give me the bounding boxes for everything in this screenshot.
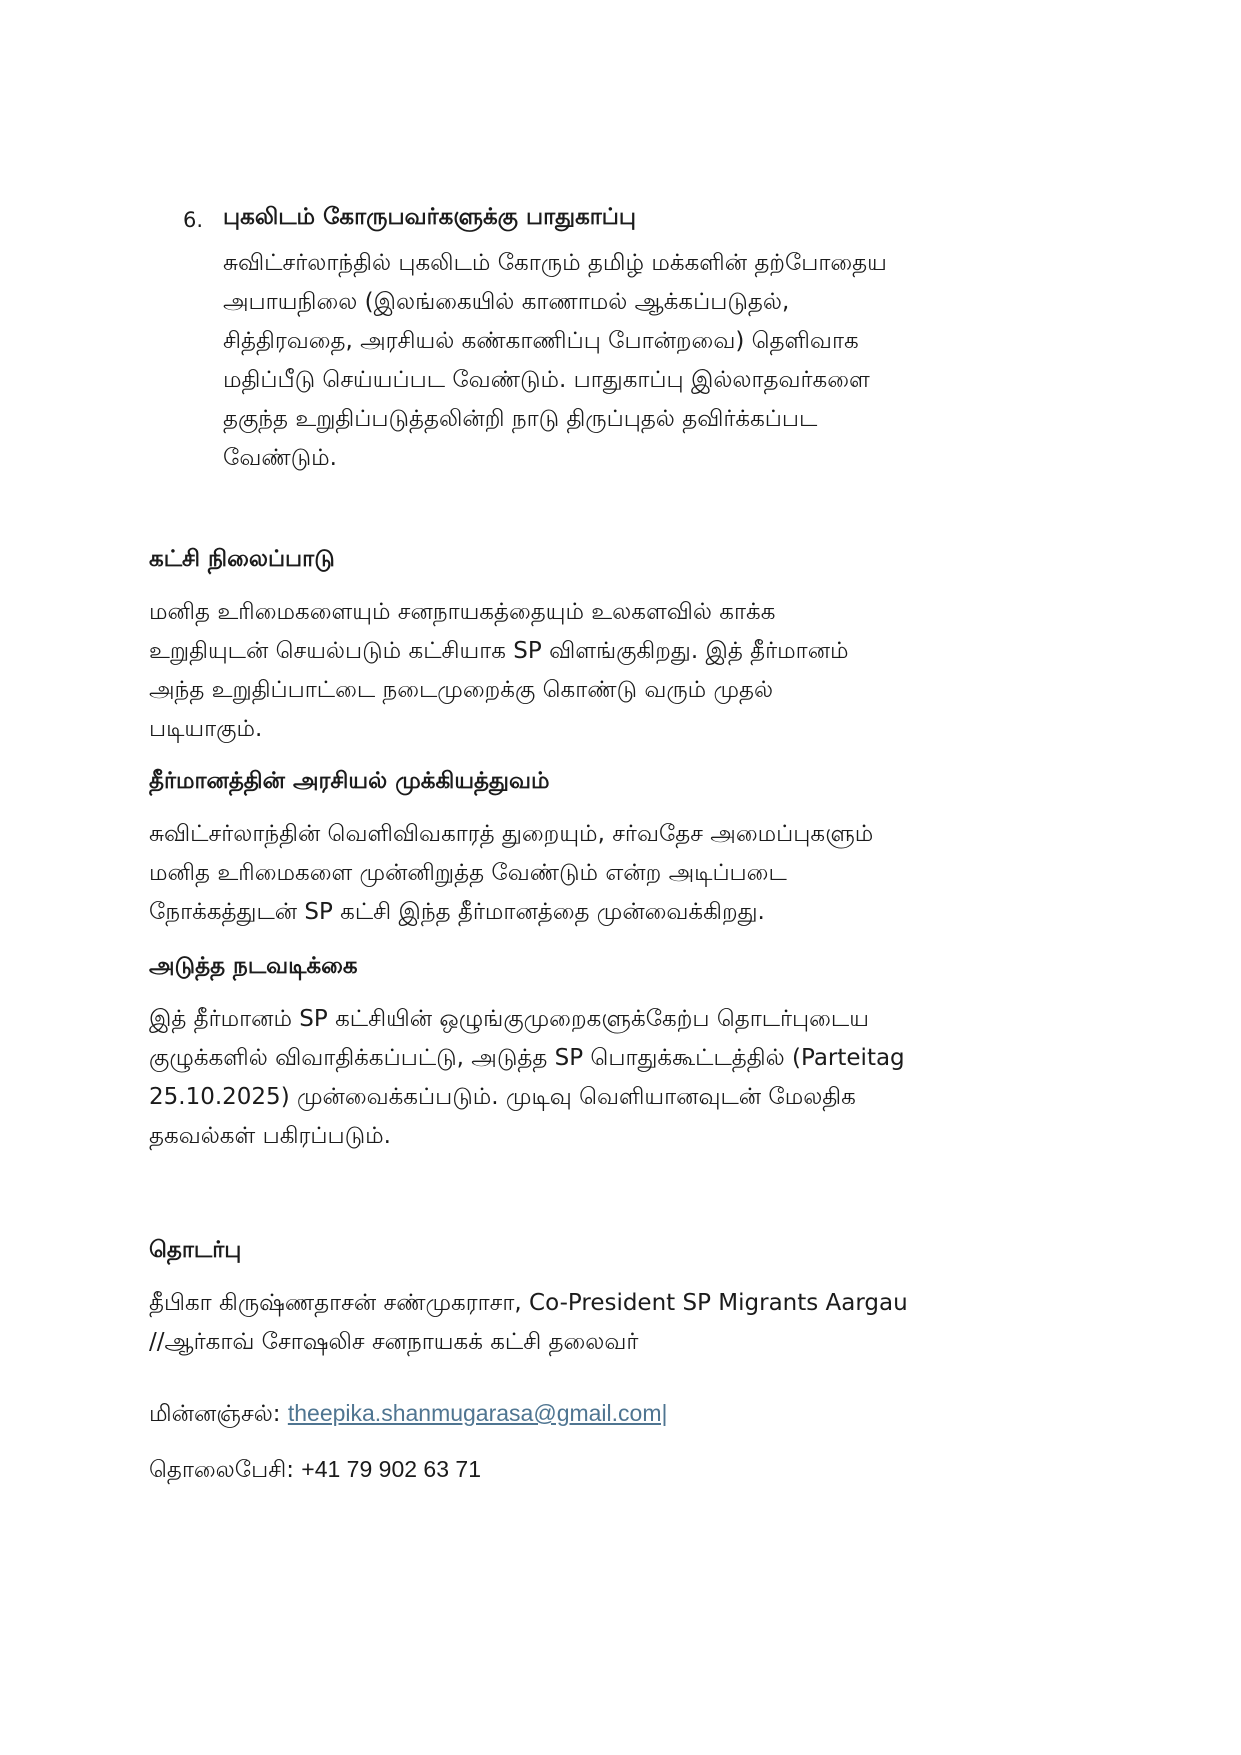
section-heading: கட்சி நிலைப்பாடு (149, 546, 335, 572)
list-number: 6. (183, 208, 204, 232)
body-line: மனித உரிமைகளையும் சனநாயகத்தையும் உலகளவில் காக்க (149, 599, 776, 625)
list-item-title: புகலிடம் கோருபவர்களுக்கு பாதுகாப்பு (223, 204, 637, 230)
body-line: சுவிட்சர்லாந்தின் வெளிவிவகாரத் துறையும், சர்வதேச அமைப்புகளும் (149, 821, 874, 847)
email-link[interactable]: theepika.shanmugarasa@gmail.com| (287, 1400, 668, 1426)
contact-name: தீபிகா கிருஷ்ணதாசன் சண்முகராசா, Co-President SP Migrants Aargau (149, 1290, 908, 1316)
body-line: படியாகும். (149, 716, 263, 742)
body-line: 25.10.2025) முன்வைக்கப்படும். முடிவு வெளியானவுடன் மேலதிக (149, 1084, 856, 1110)
contact-role: //ஆர்காவ் சோஷலிச சனநாயகக் கட்சி தலைவர் (149, 1329, 639, 1355)
body-line: இத் தீர்மானம் SP கட்சியின் ஒழுங்குமுறைகளுக்கேற்ப தொடர்புடைய (149, 1006, 869, 1032)
phone-label: தொலைபேசி: (149, 1457, 302, 1483)
contact-email-line (149, 1394, 1109, 1434)
body-line: சுவிட்சர்லாந்தில் புகலிடம் கோரும் தமிழ் மக்களின் தற்போதைய (223, 250, 887, 276)
contact-phone-line (149, 1450, 1109, 1490)
section-significance (149, 765, 1109, 932)
section-paragraph (149, 815, 1109, 932)
section-party-position (149, 543, 1109, 749)
section-next-steps (149, 950, 1109, 1156)
body-line: வேண்டும். (223, 445, 337, 471)
section-heading: தொடர்பு (149, 1237, 242, 1263)
phone-number: +41 79 902 63 71 (301, 1456, 481, 1482)
section-paragraph (149, 1000, 1109, 1156)
body-line: தகவல்கள் பகிரப்படும். (149, 1123, 391, 1149)
body-line: மனித உரிமைகளை முன்னிறுத்த வேண்டும் என்ற அடிப்படை (149, 860, 787, 886)
body-line: அபாயநிலை (இலங்கையில் காணாமல் ஆக்கப்படுதல், (223, 289, 790, 315)
section-contact (149, 1234, 1109, 1490)
body-line: மதிப்பீடு செய்யப்பட வேண்டும். பாதுகாப்பு இல்லாதவர்களை (223, 367, 870, 393)
section-heading: தீர்மானத்தின் அரசியல் முக்கியத்துவம் (149, 768, 550, 794)
body-line: அந்த உறுதிப்பாட்டை நடைமுறைக்கு கொண்டு வரும் முதல் (149, 677, 774, 703)
section-heading: அடுத்த நடவடிக்கை (149, 953, 358, 979)
body-line: குழுக்களில் விவாதிக்கப்பட்டு, அடுத்த SP பொதுக்கூட்டத்தில் (Parteitag (149, 1045, 905, 1071)
body-line: உறுதியுடன் செயல்படும் கட்சியாக SP விளங்குகிறது. இத் தீர்மானம் (149, 638, 849, 664)
contact-name-block (149, 1284, 1109, 1362)
email-label: மின்னஞ்சல்: (149, 1401, 288, 1427)
body-line: நோக்கத்துடன் SP கட்சி இந்த தீர்மானத்தை முன்வைக்கிறது. (149, 899, 765, 925)
body-line: சித்திரவதை, அரசியல் கண்காணிப்பு போன்றவை) தெளிவாக (223, 328, 859, 354)
body-line: தகுந்த உறுதிப்படுத்தலின்றி நாடு திருப்புதல் தவிர்க்கப்பட (223, 406, 818, 432)
list-item-body (223, 244, 1103, 478)
section-paragraph (149, 593, 1109, 749)
